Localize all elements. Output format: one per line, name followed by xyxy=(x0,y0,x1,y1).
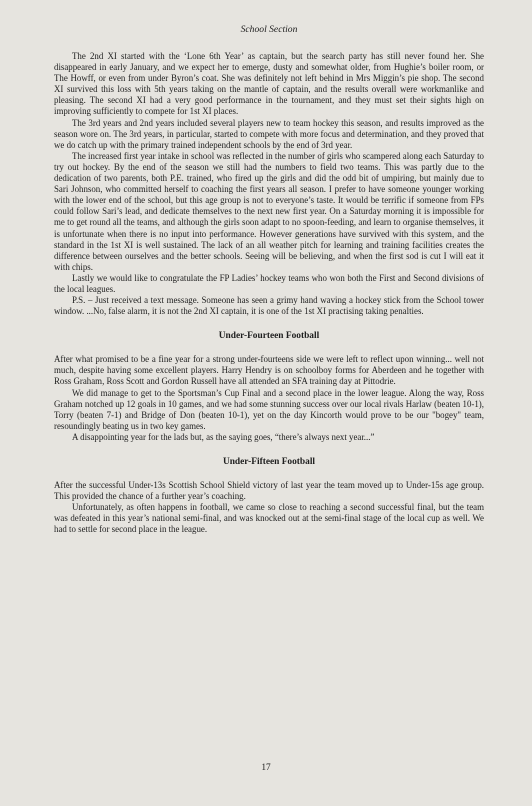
under-fourteen-heading: Under-Fourteen Football xyxy=(218,331,320,342)
hockey-paragraph: The increased first year intake in school was reflected in the number of girls who scampered along each Saturday to try out hockey. By the end of the season we still had the numbers to field two teams. This was partly due to the dedication of two parents, both P.E. trained, who fired up the girls and did the odd bit of umpiring, but mainly due to Sari Johnson, who committed herself to coaching the first years all season. I prefer to have someone younger working with the lower end of the school, but this age group is not to everyone’s taste. It would be terrific if someone from FPs could follow Sari’s lead, and dedicate themselves to the next new first year. On a Saturday morning it is impossible for me to get round all the teams, and although the girls soon adapt to no spoon-feeding, and learn to organise themselves, it is unfortunate when there is no input into performance. However generations have survived with this system, and the standard in the 1st XI is well sustained. The lack of an all weather pitch for learning and training facilities creates the difference between ourselves and the better schools. Seeing will be believing, and when the first sod is cut I will eat it with chips. xyxy=(54,150,484,272)
running-head: School Section xyxy=(240,24,298,35)
under-fifteen-paragraph: Unfortunately, as often happens in football, we came so close to reaching a second successful final, but the team was defeated in this year’s national semi-final, and was knocked out at the semi-final stage of the local cup as well. We had to settle for second place in the league. xyxy=(54,502,484,535)
hockey-section xyxy=(54,51,484,317)
under-fourteen-paragraph: A disappointing year for the lads but, as the saying goes, “there’s always next year...” xyxy=(72,431,375,442)
hockey-paragraph: The 3rd years and 2nd years included several players new to team hockey this season, and results improved as the season wore on. The 3rd years, in particular, started to compete with more focus and determination, and they proved that we do catch up with the primary trained independent schools by the end of 3rd year. xyxy=(54,117,484,150)
under-fourteen-section xyxy=(54,331,484,443)
under-fifteen-section xyxy=(54,457,484,535)
under-fifteen-paragraph: After the successful Under-13s Scottish School Shield victory of last year the team moved up to Under-15s age group. This provided the chance of a further year’s coaching. xyxy=(54,480,484,502)
under-fifteen-heading: Under-Fifteen Football xyxy=(222,457,316,467)
hockey-paragraph: Lastly we would like to congratulate the FP Ladies’ hockey teams who won both the First and Second divisions of the local leagues. xyxy=(54,272,484,294)
page-number: 17 xyxy=(261,763,271,773)
hockey-paragraph: P.S. – Just received a text message. Someone has seen a grimy hand waving a hockey stick from the School tower window. ...No, false alarm, it is not the 2nd XI captain, it is one of the 1st XI practising taking penalties. xyxy=(54,295,484,317)
under-fourteen-paragraph: After what promised to be a fine year for a strong under-fourteens side we were left to reflect upon winning... well not much, despite having some excellent players. Harry Hendry is on schoolboy forms for Aberdeen and he together with Ross Graham, Ross Scott and Gordon Russell have all attended an SFA training day at Pittodrie. xyxy=(54,354,484,387)
hockey-paragraph: The 2nd XI started with the ‘Lone 6th Year’ as captain, but the search party has still never found her. She disappeared in early January, and we expect her to emerge, dusty and somewhat older, from Hughie’s boiler room, or The Howff, or even from under Byron’s coat. She was definitely not left behind in Mrs Miggin’s pie shop. The second XI survived this loss with 5th years taking on the mantle of captain, and the results overall were workmanlike and pleasing. The second XI had a very good performance in the tournament, and they must set their sights high on improving sufficiently to compete for 1st XI places. xyxy=(54,51,484,117)
under-fourteen-paragraph: We did manage to get to the Sportsman’s Cup Final and a second place in the lower league. Along the way, Ross Graham notched up 12 goals in 10 games, and we had some stunning success over our local rivals Harlaw (beaten 10-1), Torry (beaten 7-1) and Bridge of Don (beaten 10-1), yet on the day Kincorth would prove to be our "bogey" team, resoundingly beating us in two key games. xyxy=(54,387,484,431)
